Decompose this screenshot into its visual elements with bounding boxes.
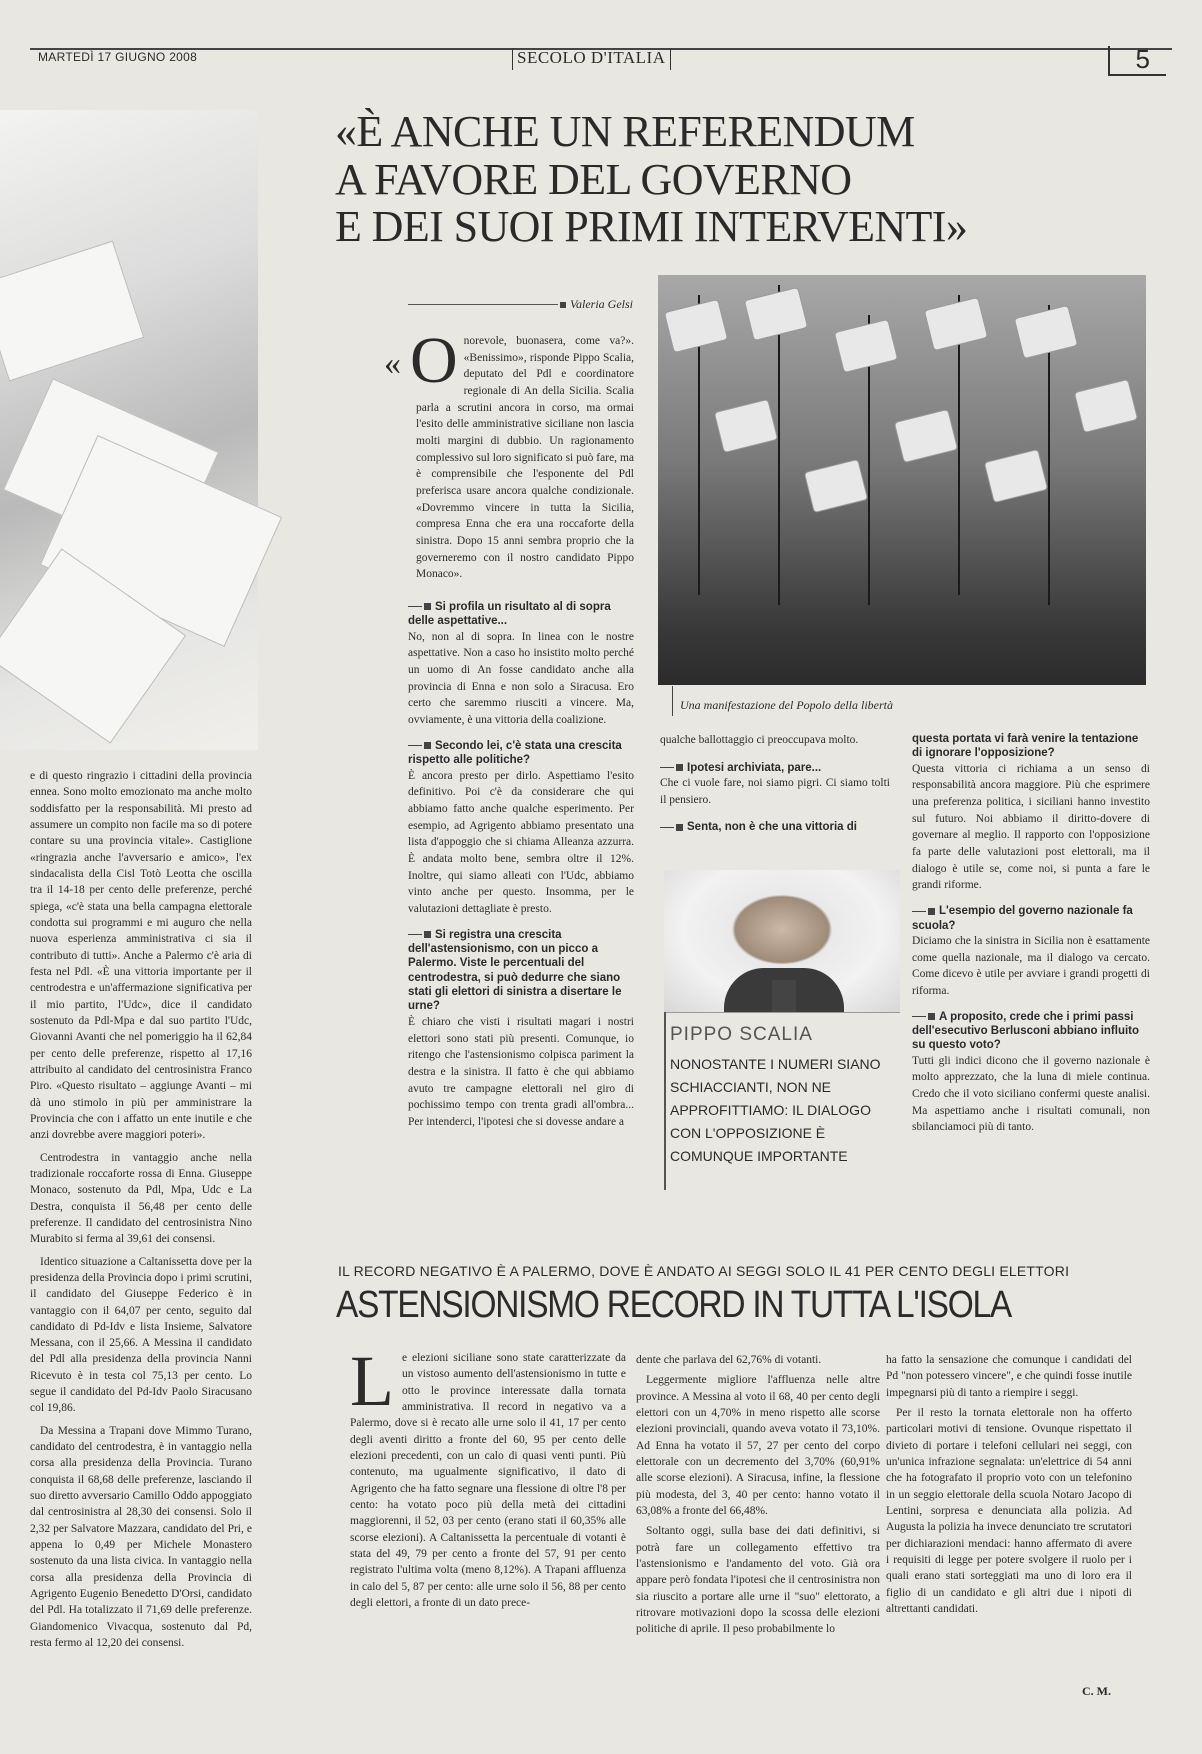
drop-cap: O — [410, 324, 458, 397]
answer: No, non al di sopra. In linea con le nostre aspettative. Non a caso ho insistito molto perché un uomo di An fosse candidato anche alla provincia di Enna e non solo a Siracusa. Ero certo che saremmo riusciti a vincere. Ma, ovviamente, è una vittoria della coalizione. — [408, 630, 634, 727]
article2-kicker: IL RECORD NEGATIVO È A PALERMO, DOVE È ANDATO AI SEGGI SOLO IL 41 PER CENTO DEGLI ELETTORI — [338, 1263, 1070, 1279]
question: Senta, non è che una vittoria di — [660, 820, 890, 834]
pullquote-name: PIPPO SCALIA — [670, 1024, 813, 1045]
question: questa portata vi farà venire la tentazione di ignorare l'opposizione? — [912, 733, 1139, 760]
answer: Questa vittoria ci richiama a un senso di responsabilità ancora maggiore. Più che esprimere una preferenza politica, i siciliani hanno investito sul futuro. Noi abbiamo il diritto-dovere di governare al meglio. Il rapporto con l'opposizione fa parte delle valutazioni post elettorali, ma il dialogo è utile se, come noi, si punta a fare le grandi riforme. — [912, 762, 1150, 892]
byline-rule — [408, 304, 558, 305]
paragraph: Centrodestra in vantaggio anche nella tradizionale roccaforte rossa di Enna. Giuseppe Monaco, sostenuto da Pdl, Mpa, Udc e La Destra, conquista il 56,48 per cento delle preferenze. Il candidato del centrosinistra Nino Murabito si ferma al 39,61 dei consensi. — [30, 1151, 252, 1246]
author-signature: C. M. — [1082, 1684, 1111, 1698]
page-number: 5 — [1135, 44, 1150, 74]
paragraph: e di questo ringrazio i cittadini della provincia ennea. Sono molto emozionato ma anche molto soddisfatto per la responsabilità. Mi presto ad assumere un compito non facile ma so di potere contare su una provincia vitale». Castiglione «ringrazia anche l'avversario e amico», l'ex sindacalista della Cisl Totò Leotta che oscilla tra il 14-18 per cento delle preferenze, perché spiega, «c'è stata una bella campagna elettorale condotta sui programmi e mi auguro che nella nuova esperienza amministrativa ci sia il contributo di tutti». Anche a Palermo c'è aria di festa nel Pdl. «È una vittoria importante per il centrodestra e un'affermazione significativa per il mio partito, l'Udc», dice il candidato sostenuto da Pdl-Mpa e dal suo partito l'Udc, Giovanni Avanti che nel pomeriggio ha il 62,84 per cento delle preferenze, rispetto al 17,16 attribuito al candidato del centrosinistra Franco Piro. «Questo risultato – aggiunge Avanti – mi dà uno stimolo in più per amministrare la Provincia che con i affatto un ente inutile e che anzi dovrebbe avere maggiori poteri». — [30, 770, 252, 1142]
answer: Tutti gli indici dicono che il governo nazionale è molto apprezzato, che la luna di miele continua. Credo che il voto siciliano confermi queste analisi. Ma aspettiamo anche i risultati comunali, non sbilanciamoci più di tanto. — [912, 1054, 1150, 1134]
answer: È ancora presto per dirlo. Aspettiamo l'esito definitivo. Poi c'è da considerare che qui abbiamo fatto anche qualche esperimento. Per esempio, ad Agrigento abbiamo presentato una lista d'appoggio che si chiama Alleanza azzurra. È andata molto bene, sembra oltre il 12%. Inoltre, qui siamo alleati con l'Udc, abbiamo vinto anche per questo. Insomma, per le valutazioni dettagliate è presto. — [408, 769, 634, 915]
paragraph: ha fatto la sensazione che comunque i candidati del Pd "non potessero vincere", e che quindi fosse inutile impegnarsi più di tanto a riempire i seggi. — [886, 1354, 1132, 1399]
question: Si registra una crescita dell'astensionismo, con un picco a Palermo. Viste le percentuali del centrodestra, si può dedurre che siano stati gli elettori di sinistra a disertare le urne? — [408, 928, 622, 1013]
answer: Diciamo che la sinistra in Sicilia non è esattamente come quella nazionale, ma il dialogo va cercato. Come dicevo è utile per avviare i grandi progetti di riforma. — [912, 934, 1150, 997]
paragraph: Identico situazione a Caltanissetta dove per la presidenza della Provincia dopo i primi scrutini, il candidato del Giuseppe Federico è in vantaggio con il 64,07 per cento, seguito dal candidato di Pd-Idv e lista Insieme, Salvatore Messana, con il 25,66. A Messina il candidato del Pdl alla presidenza della provincia Nanni Ricevuto è in testa col 75,13 per cento. Lo segue il candidato del Pd-Idv Paolo Siracusano col 19,86. — [30, 1255, 252, 1415]
pippo-scalia-portrait — [664, 870, 900, 1013]
question: A proposito, crede che i primi passi dell'esecutivo Berlusconi abbiano influito su questo voto? — [912, 1010, 1140, 1052]
paragraph: Da Messina a Trapani dove Mimmo Turano, candidato del centrodestra, è in vantaggio nella corsa alla presidenza della Provincia. Turano conquista il 68,68 delle preferenze, lasciando il suo diretto avversario Camillo Oddo appoggiato dal centrosinistra al 28,30 dei consensi. Solo il 2,32 per Salvatore Mazzara, candidato del Pri, e appena lo 0,49 per Michele Monastero sostenuto da una lista civica. In vantaggio nella corsa alla presidenza della Provincia di Agrigento Eugenio Benedetto D'Orsi, candidato del Pdl. Ha totalizzato il 71,69 delle preferenze. Giandomenico Vivacqua, sostenuto dal Pd, resta fermo al 12,20 dei consensi. — [30, 1424, 252, 1650]
paragraph: Leggermente migliore l'affluenza nelle altre province. A Messina al voto il 68, 40 per cento degli elettori con un 4,70% in meno rispetto alle scorse elezioni provinciali, quando aveva votato il 73,10%. Ad Enna ha votato il 57, 27 per cento del corpo elettorale con un decremento del 3,70% (60,91% alle scorse elezioni). A Siracusa, infine, la flessione più modesta, del 3, 40 per cento: hanno votato il 63,08% a fronte del 66,48%. — [636, 1374, 880, 1517]
quote-mark: « — [384, 345, 401, 382]
question: Si profila un risultato al di sopra delle aspettative... — [408, 601, 611, 628]
caption-rule — [672, 686, 673, 716]
question: Ipotesi archiviata, pare... — [660, 761, 890, 775]
interview-column-1 — [408, 600, 634, 1131]
interview-column-2 — [660, 732, 890, 835]
article-intro: « O norevole, buonasera, come va?». «Benissimo», risponde Pippo Scalia, deputato del Pdl e coordinatore regionale di An della Sicilia. Scalia parla a scrutini ancora in corso, ma ormai l'esito delle amministrative siciliane non lascia molti margini di dubbio. Un ragionamento complessivo sul loro significato si può fare, ma è comprensibile che l'esponente del Pdl preferisca usare ancora qualche condizionale. «Dovremmo vincere in tutta la Sicilia, compresa Enna che era una roccaforte della sinistra. Dopo 15 anni sembra proprio che la governeremo con il nostro candidato Pippo Monaco». — [384, 324, 634, 581]
article2-column-1: L e elezioni siciliane sono state caratterizzate da un vistoso aumento dell'astensionismo in tutte e otto le province interessate dalla tornata amministrativa. Il record in negativo va a Palermo, dove si è recato alle urne solo il 41, 17 per cento degli aventi diritto a fronte del 60, 95 per cento delle elezioni precedenti, con un calo di quasi venti punti. Più contenuto, ma ugualmente significativo, il dato di Agrigento che ha fatto segnare una flessione di oltre l'8 per cento: ha votato poco più della metà dei cittadini maggiorenni, il 52, 03 per cento (erano stati il 60,35% alle scorse elezioni). A Caltanissetta la percentuale di votanti è stata del 49, 79 per cento a fronte del 57, 91 per cento registrato l'ultima volta (meno 8,12%). A Trapani affluenza in calo del 5, 87 per cento: alle urne solo il 56, 88 per cento degli elettori, a fronte di un dato prece- — [350, 1341, 626, 1609]
byline: Valeria Gelsi — [560, 297, 633, 312]
answer: È chiaro che visti i risultati magari i nostri elettori sono stati più presenti. Comunque, io ritengo che l'astensionismo colpisca pariment la destra e la sinistra. Il fatto è che qui abbiamo avuto tre campagne elettorali nel giro di pochissimo tempo con trenta gradi all'ombra... Per intenderci, l'ipotesi che si dovesse andare a — [408, 1015, 634, 1128]
article2-column-3 — [886, 1352, 1132, 1621]
question: L'esempio del governo nazionale fa scuola? — [912, 905, 1133, 932]
answer: qualche ballottaggio ci preoccupava molto. — [660, 734, 859, 746]
answer: Che ci vuole fare, noi siamo pigri. Ci siamo tolti il pensiero. — [660, 777, 890, 806]
paragraph: Per il resto la tornata elettorale non ha offerto particolari motivi di tensione. Ovunque rispettato il divieto di portare i telefoni cellulari nei seggi, con un'unica infrazione segnalata: un'elettrice di 54 anni che ha fotografato il proprio voto con un telefonino in un seggio elettorale della scuola Notaro Jacopo di Lentini, sorpresa e denunciata alla polizia. Ad Augusta la polizia ha invece denunciato tre scrutatori per dichiarazioni mendaci: hanno affermato di avere i requisiti di legge per potere svolgere il ruolo per i quali erano stati sorteggiati ma uno di loro era il figlio di un candidato e gli altri due i nipoti di altrettanti candidati. — [886, 1406, 1132, 1615]
photo-caption: Una manifestazione del Popolo della libertà — [680, 698, 893, 712]
left-news-column — [30, 768, 252, 1657]
article2-headline: ASTENSIONISMO RECORD IN TUTTA L'ISOLA — [336, 1284, 1011, 1326]
interview-column-3 — [912, 732, 1150, 1136]
paragraph: dente che parlava del 62,76% di votanti. — [636, 1354, 822, 1366]
article-headline: «È ANCHE UN REFERENDUM A FAVORE DEL GOVERNO E DEI SUOI PRIMI INTERVENTI» — [335, 107, 968, 252]
paragraph: Soltanto oggi, sulla base dei dati definitivi, si potrà fare un collegamento effettivo tra l'astensionismo e l'andamento del voto. Già ora appare però fondata l'ipotesi che il centrosinistra non sia riuscito a portare alle urne il "suo" elettorato, a ritrovare motivazioni dopo la scossa delle elezioni politiche di aprile. Il peso probabilmente lo — [636, 1525, 880, 1636]
article2-column-2 — [636, 1352, 880, 1642]
pullquote-text: NONOSTANTE I NUMERI SIANO SCHIACCIANTI, NON NE APPROFITTIAMO: IL DIALOGO CON L'OPPOSIZIONE È COMUNQUE IMPORTANTE — [670, 1056, 881, 1165]
issue-date: MARTEDÌ 17 GIUGNO 2008 — [38, 50, 198, 64]
ballot-papers-photo — [0, 110, 258, 750]
question: Secondo lei, c'è stata una crescita rispetto alle politiche? — [408, 739, 622, 767]
masthead: SECOLO D'ITALIA — [508, 48, 675, 70]
drop-cap: L — [350, 1341, 394, 1421]
rally-photo — [658, 275, 1146, 685]
